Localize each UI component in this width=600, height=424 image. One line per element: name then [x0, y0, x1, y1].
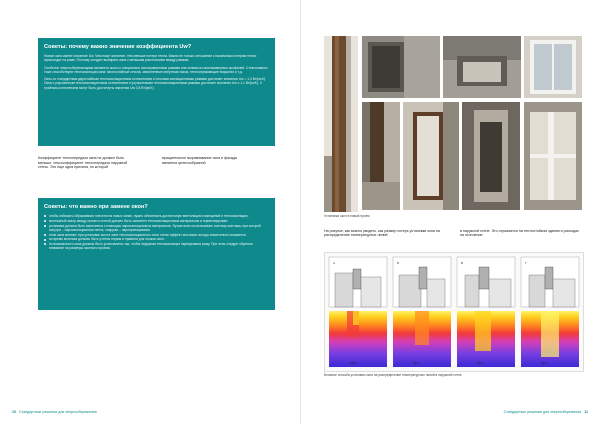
left-footer [12, 410, 97, 414]
list-item: если окна меняют, при установке окон в зоне теплоизоляционного слоя стены эффект мостиков холода значительно снижается. [44, 233, 269, 237]
tip-box-replacement-list [44, 214, 269, 251]
photo-window-install-3 [524, 36, 582, 98]
thermal-diagram-svg [325, 253, 583, 371]
tip-box-uw-paragraph-2: Особенно энергосберегающими являются окна со специально изолированными рамами или окнами из многокамерных профилей. Стеклопакеты тоже способствуют теплоизоляции окна: многослойные стекла, заполненные инертным газом, теплоотражающие покрытия и т.д. [44, 65, 268, 74]
diagram-a [329, 257, 387, 367]
list-item: установка должна быть выполнена с помощью пароизоляционных материалов. Лучше всего использовать систему монтажа, при которой изнутри – пароизоляционная лента, снаружи – паропроницаемая. [44, 224, 269, 232]
diagram-d [521, 257, 579, 367]
photo-caption: Установка окон в новый проем [324, 214, 370, 218]
right-footer [504, 410, 588, 414]
list-item: во время монтажа должны быть учтены нормы и правила для стыков окон. [44, 237, 269, 241]
photo-window-install-4 [362, 102, 400, 210]
body-text-column-1: Коэффициент теплопередачи окна не должен быть меньше, чем коэффициент теплопередачи наружной стены. Это еще одна причина, по которой [38, 156, 128, 169]
right-page [300, 0, 600, 424]
tip-box-uw-paragraph-1: Новые окна имеют значение Uw. Чем ниже значение, тем меньше потери тепла. Важно не только отношение к начальным потерям тепла: происходит на раме. Поэтому следует выбирать окна с меньшим расстоянием между рамами. [44, 54, 257, 63]
tip-box-uw-title: Советы: почему важно значение коэффициента Uw? [44, 44, 192, 50]
photo-window-install-5 [403, 102, 459, 210]
tip-box-uw [38, 38, 275, 146]
footer-text: Стандартные решения для энергосбережения [503, 410, 582, 414]
diagram-label-c: В [461, 261, 464, 265]
photo-window-install-2 [443, 36, 521, 98]
page-number: 10 [12, 410, 16, 414]
photo-window-install-6 [462, 102, 520, 210]
page-gutter [300, 0, 301, 424]
diagram-value-d: 40% [541, 361, 548, 365]
list-item: монтажный зазор между окном и стеной должен быть заполнен теплоизоляционным материалом и герметизирован. [44, 219, 269, 223]
photo-window-install-7 [524, 102, 582, 210]
photo-window-install-1 [362, 36, 440, 98]
page-number: 11 [584, 410, 588, 414]
list-item: по возможности окна должны быть установлены так, чтобы наружная теплоизоляция перекрывала раму. При этом следует обратить внимание на размеры оконного проема. [44, 242, 269, 250]
diagram-value-a: 100% [349, 361, 357, 365]
right-body-text-1: На рисунке, как можно увидеть, как размер потерь установки окна на распределение температурных линий [324, 229, 440, 238]
right-body-text-2: в наружной стене. Это отражается на теплостойком здания и расходах на отопление. [460, 229, 579, 238]
thermal-diagram-panel [324, 252, 584, 372]
diagram-value-b: 85% [413, 361, 420, 365]
diagram-value-c: 60% [477, 361, 484, 365]
diagram-caption: Влияние способа установки окна на распределение температурных линий в наружной стене [324, 373, 462, 377]
diagram-b [393, 257, 451, 367]
tip-box-uw-paragraph-3: Окно со стандартным двухслойным теплоизоляционным остеклением и плохими изоляционными рамами достигает значения Uw = 1,3 Вт/(м²K). Окна с улучшенным теплоизоляционным остеклением и улучшенными теплоизоляционными рамами достигает значения Uw ≤ 1,1 Вт/(м²K). С тройным остеклением могут быть достигнуты значения Uw 0,8 Вт/(м²K). [44, 77, 266, 90]
tip-box-replacement [38, 198, 275, 310]
list-item: чтобы избежать образования плесени на новых окнах, нужно обеспечить достаточную вентиляцию помещений и теплоизоляцию. [44, 214, 269, 218]
diagram-label-b: Б [397, 261, 399, 265]
tip-box-replacement-title: Советы: что важно при замене окон? [44, 204, 148, 210]
footer-text: Стандартные решения для энергосбережения [19, 410, 97, 414]
diagram-label-a: А [333, 261, 336, 265]
diagram-label-d: Г [525, 261, 527, 265]
diagram-c [457, 257, 515, 367]
photo-window-frame-profile [324, 36, 358, 212]
body-text-column-2: вращательное выравнивание окна и фасада является целесообразной. [162, 156, 237, 165]
